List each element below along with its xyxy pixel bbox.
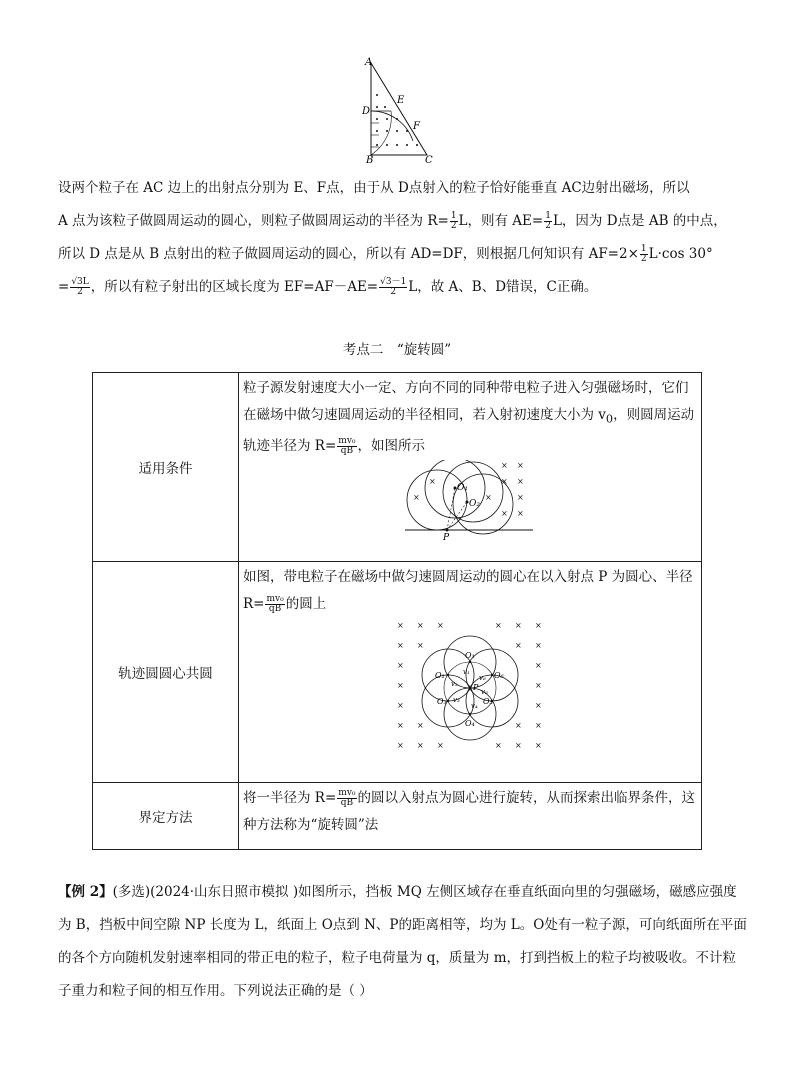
row-text xyxy=(243,564,697,618)
frac-den: 2 xyxy=(390,287,397,297)
label-a: A xyxy=(365,57,373,68)
svg-text:×: × xyxy=(535,681,542,690)
label-o2: O₂ xyxy=(435,671,445,680)
example-text: (多选)(2024·山东日照市模拟 )如图所示，挡板 MQ 左侧区域存在垂直纸面向里的匀强磁场，磁感应强度为 B，挡板中间空隙 NP 长度为 L，纸面上 O点到 N、P的距离相等，均为 L。O处有一粒子源，可向纸面所在平面的各个方向随机发射速率相同的带正电的粒子，粒子电荷量为 q，质量为 m，打到挡板上的粒子均被吸收。不计粒子重力和粒子间的相互作用。下列说法正确的是（ ） xyxy=(58,884,747,999)
frac-num: √3－1 xyxy=(380,277,407,287)
fraction-half xyxy=(544,212,552,231)
svg-text:×: × xyxy=(515,721,522,730)
frac-num: mv₀ xyxy=(338,788,356,798)
svg-text:×: × xyxy=(535,741,542,750)
svg-text:×: × xyxy=(535,721,542,730)
example-problem xyxy=(58,876,748,1008)
svg-text:×: × xyxy=(397,721,404,730)
solution-line-3 xyxy=(58,238,748,271)
frac-num: 1 xyxy=(450,211,457,221)
svg-text:×: × xyxy=(397,681,404,690)
text-fragment: 粒子源发射速度大小一定、方向不同的同种带电粒子进入匀强磁场时，它们在磁场中做匀速圆周运动的半径相同，若入射初速度大小为 v xyxy=(243,380,689,423)
section-title: 考点二 “旋转圆” xyxy=(342,342,452,358)
text-fragment: ，如图所示 xyxy=(357,437,426,454)
label-o4: O₄ xyxy=(465,719,475,728)
solution-paragraph xyxy=(58,172,748,304)
frac-num: √3L xyxy=(71,277,89,287)
fraction-half xyxy=(640,245,648,264)
text-fragment: 的圆上 xyxy=(285,596,327,612)
fraction-sqrt3l xyxy=(70,278,89,297)
svg-text:×: × xyxy=(501,476,508,486)
frac-den: qB xyxy=(340,798,354,808)
rotating-circle-figure-1 xyxy=(405,460,535,540)
row-content xyxy=(239,562,702,783)
fraction-mv0-qb xyxy=(337,789,356,808)
label-p: P xyxy=(473,683,479,692)
label-o5: O₅ xyxy=(483,697,493,706)
frac-num: mv₀ xyxy=(266,594,284,604)
frac-den: 2 xyxy=(640,254,647,264)
row-text xyxy=(243,375,697,460)
frac-den: qB xyxy=(340,445,354,456)
svg-text:×: × xyxy=(501,460,508,470)
svg-text:×: × xyxy=(517,492,524,502)
label-o1: O₁ xyxy=(457,482,468,493)
label-v5: v₅ xyxy=(481,688,488,696)
svg-text:×: × xyxy=(437,621,444,630)
svg-text:×: × xyxy=(437,741,444,750)
frac-den: qB xyxy=(268,604,282,614)
svg-text:×: × xyxy=(397,701,404,710)
row-content xyxy=(239,783,702,850)
label-p: P xyxy=(443,532,450,540)
text-fragment: 如图，带电粒子在磁场中做匀速圆周运动的圆心在以入射点 P 为圆心、半径 R= xyxy=(243,569,693,612)
svg-text:×: × xyxy=(429,476,436,486)
label-c: C xyxy=(425,155,433,166)
svg-text:×: × xyxy=(397,621,404,630)
label-d: D xyxy=(362,106,371,117)
table-row xyxy=(93,783,702,850)
svg-text:×: × xyxy=(397,641,404,650)
frac-num: mv₀ xyxy=(338,435,356,446)
svg-text:×: × xyxy=(517,508,524,518)
svg-text:×: × xyxy=(517,460,524,470)
label-o2: O₂ xyxy=(469,498,480,509)
rotating-circle-figure-2 xyxy=(395,618,545,758)
example-tag: 【例 2】 xyxy=(58,884,113,900)
label-o6: O₆ xyxy=(494,671,504,680)
svg-text:×: × xyxy=(417,621,424,630)
frac-den: 2 xyxy=(545,221,551,231)
solution-line-4 xyxy=(58,271,748,304)
svg-text:×: × xyxy=(535,641,542,650)
label-v6: v₆ xyxy=(479,674,486,682)
frac-den: 2 xyxy=(450,221,457,231)
text-fragment: A 点为该粒子做圆周运动的圆心，则粒子做圆周运动的半径为 R= xyxy=(58,213,449,229)
table-row xyxy=(93,562,702,783)
text-fragment: = xyxy=(58,279,70,295)
label-f: F xyxy=(413,121,420,132)
label-v1: v₁ xyxy=(463,668,470,676)
label-v4: v₄ xyxy=(471,702,478,710)
text-fragment: 将一半径为 R= xyxy=(243,790,337,806)
svg-text:×: × xyxy=(515,621,522,630)
svg-text:×: × xyxy=(515,741,522,750)
svg-text:×: × xyxy=(485,492,492,502)
label-e: E xyxy=(397,95,405,106)
label-o1: O₁ xyxy=(465,651,475,660)
fraction-mv0-qb xyxy=(337,437,356,456)
label-v3: v₃ xyxy=(453,696,460,704)
text-fragment: L·cos 30° xyxy=(648,246,713,262)
text-fragment: ，则圆周运动轨迹半径为 R= xyxy=(243,407,695,454)
svg-text:×: × xyxy=(397,741,404,750)
row-content xyxy=(239,373,702,562)
svg-text:×: × xyxy=(515,641,522,650)
text-fragment: 的圆以入射点为圆心进行旋转，从而探索出临界条件，这种方法称为“旋转圆”法 xyxy=(243,790,696,833)
solution-line-2 xyxy=(58,205,748,238)
text-fragment: L，则有 AE= xyxy=(458,213,544,229)
row-text xyxy=(243,785,697,839)
text-fragment: 所以 D 点是从 B 点射出的粒子做圆周运动的圆心，所以有 AD=DF，则根据几何知识有 AF=2× xyxy=(58,246,639,262)
row-label: 轨迹圆圆心共圆 xyxy=(93,562,239,783)
svg-text:×: × xyxy=(501,508,508,518)
label-b: B xyxy=(366,155,374,166)
table-row xyxy=(93,373,702,562)
fraction-sqrt3m1 xyxy=(379,278,407,297)
frac-den: 2 xyxy=(77,287,83,297)
triangle-figure xyxy=(355,55,440,167)
svg-text:×: × xyxy=(517,476,524,486)
svg-text:×: × xyxy=(417,721,424,730)
svg-text:×: × xyxy=(495,741,502,750)
label-o3: O₃ xyxy=(437,697,447,706)
frac-num: 1 xyxy=(545,211,551,221)
text-fragment: L，因为 D点是 AB 的中点， xyxy=(552,213,727,229)
fraction-mv0-qb xyxy=(265,595,284,614)
svg-text:×: × xyxy=(495,621,502,630)
text-fragment: ，所以有粒子射出的区域长度为 EF=AF－AE= xyxy=(90,279,379,295)
method-table xyxy=(92,372,702,850)
row-label: 界定方法 xyxy=(93,783,239,850)
text-fragment: L，故 A、B、D错误，C正确。 xyxy=(408,279,598,295)
svg-text:×: × xyxy=(417,741,424,750)
row-label: 适用条件 xyxy=(93,373,239,562)
fraction-half xyxy=(450,212,458,231)
frac-num: 1 xyxy=(640,244,647,254)
svg-text:×: × xyxy=(413,492,420,502)
solution-line-1: 设两个粒子在 AC 边上的出射点分别为 E、F点，由于从 D点射入的粒子恰好能垂直 AC边射出磁场，所以 xyxy=(58,180,690,196)
svg-text:×: × xyxy=(535,621,542,630)
svg-text:×: × xyxy=(535,661,542,670)
svg-text:×: × xyxy=(397,661,404,670)
label-v2: v₂ xyxy=(451,680,458,688)
svg-text:×: × xyxy=(417,641,424,650)
subscript: 0 xyxy=(605,412,614,426)
svg-text:×: × xyxy=(535,701,542,710)
